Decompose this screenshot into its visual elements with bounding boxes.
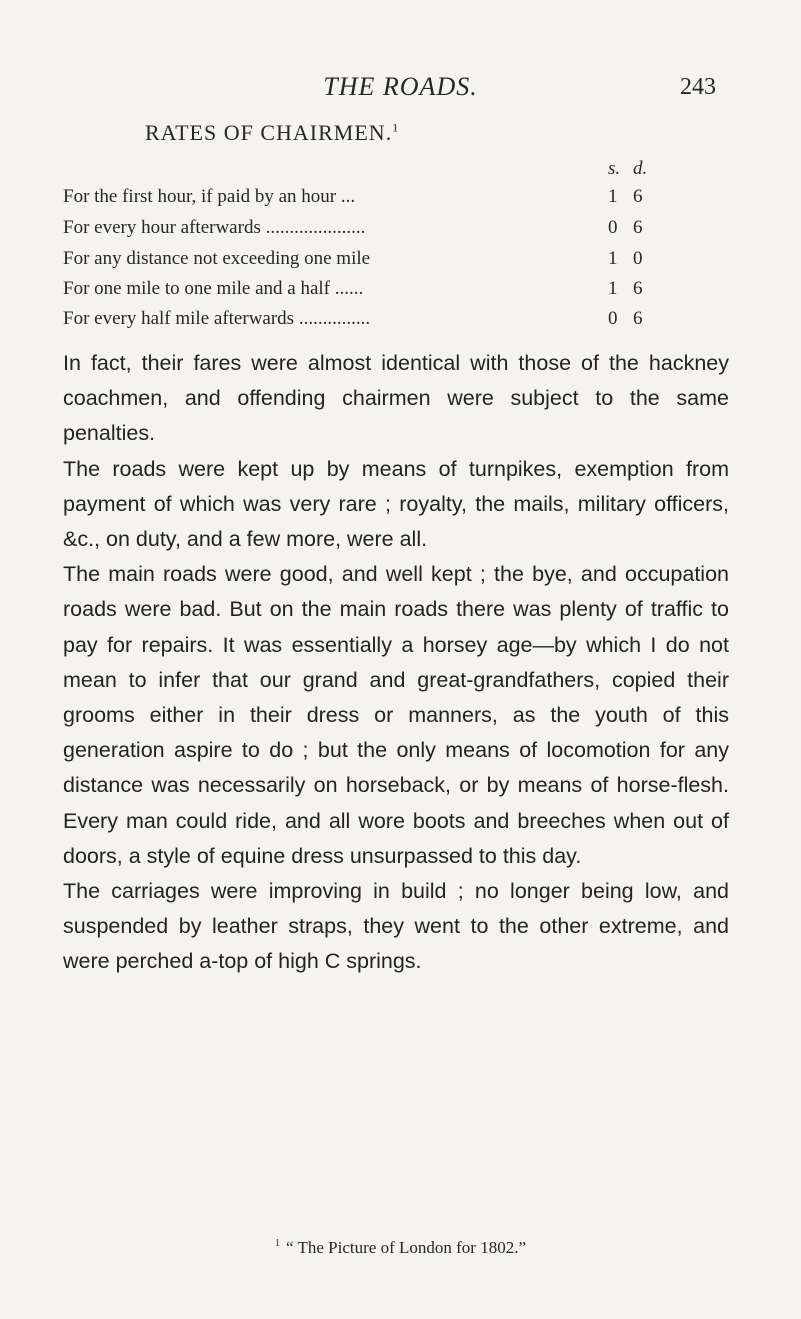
rates-heading-text: RATES OF CHAIRMEN. bbox=[145, 120, 393, 145]
rate-pence: 6 bbox=[633, 308, 643, 329]
footnote-reference: 1 bbox=[392, 120, 400, 135]
rate-shillings: 1 bbox=[608, 278, 618, 299]
running-head bbox=[0, 72, 801, 112]
rate-row bbox=[63, 248, 693, 272]
rate-description: For the first hour, if paid by an hour ... bbox=[63, 186, 356, 207]
rates-heading bbox=[145, 120, 399, 146]
rate-shillings: 0 bbox=[608, 217, 618, 238]
rate-row bbox=[63, 308, 693, 332]
paragraph: The carriages were improving in build ; no longer being low, and suspended by leather straps, they went to the other extreme, and were perched a-top of high C springs. bbox=[63, 879, 729, 974]
rate-description: For any distance not exceeding one mile bbox=[63, 248, 371, 269]
paragraph: The roads were kept up by means of turnpikes, exemption from payment of which was very rare ; royalty, the mails, military officers, &c., on duty, and a few more, were all. bbox=[63, 456, 729, 552]
rate-row bbox=[63, 186, 693, 210]
rate-pence: 0 bbox=[633, 248, 643, 269]
rate-row bbox=[63, 278, 693, 302]
rate-shillings: 1 bbox=[608, 248, 618, 269]
rate-shillings: 0 bbox=[608, 308, 618, 329]
rate-description: For every half mile afterwards ............... bbox=[63, 308, 371, 329]
rate-row bbox=[63, 217, 693, 241]
rate-description: For one mile to one mile and a half ...... bbox=[63, 278, 364, 299]
rate-pence: 6 bbox=[633, 217, 643, 238]
footnote bbox=[0, 1238, 801, 1258]
paragraph: In fact, their fares were almost identical with those of the hackney coachmen, and offending chairmen were subject to the same penalties. bbox=[63, 351, 729, 446]
rate-description: For every hour afterwards ..................... bbox=[63, 217, 366, 238]
body-text bbox=[63, 346, 729, 980]
rate-pence: 6 bbox=[633, 278, 643, 299]
page-number: 243 bbox=[680, 74, 716, 100]
paragraph: The main roads were good, and well kept ; the bye, and occupation roads were bad. But on the main roads there was plenty of traffic to pay for repairs. It was essentially a horsey age—by which I do not mean to infer that our grand and great-grandfathers, copied their grooms either in their dress or manners, as the youth of this generation aspire to do ; but the only means of locomotion for any distance was necessarily on horseback, or by means of horse-flesh. Every man could ride, and all wore boots and breeches when out of doors, a style of equine dress unsurpassed to this day. bbox=[63, 562, 729, 868]
rate-pence: 6 bbox=[633, 186, 643, 207]
unit-shillings: s. bbox=[608, 158, 621, 179]
rate-shillings: 1 bbox=[608, 186, 618, 207]
running-title: THE ROADS. bbox=[323, 72, 478, 101]
unit-pence: d. bbox=[633, 158, 648, 179]
footnote-text: “ The Picture of London for 1802.” bbox=[286, 1238, 526, 1257]
footnote-marker: 1 bbox=[275, 1238, 280, 1250]
